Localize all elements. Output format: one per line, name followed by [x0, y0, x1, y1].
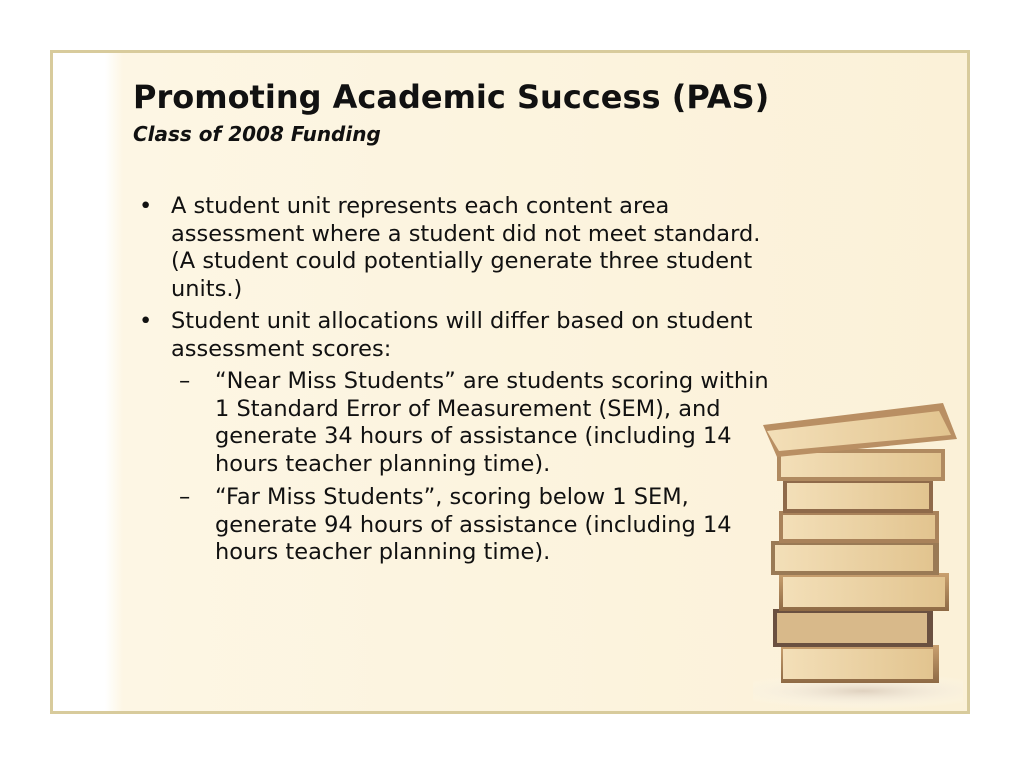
sub-bullet-text: “Far Miss Students”, scoring below 1 SEM, generate 94 hours of assistance (including 14 hours teacher planning time).	[215, 484, 732, 565]
bullet-text: A student unit represents each content area assessment where a student did not meet standard. (A student could potentially generate three student units.)	[171, 193, 761, 302]
sub-bullet-item	[133, 484, 773, 567]
slide-subtitle: Class of 2008 Funding	[133, 122, 381, 146]
sub-bullet-marker: –	[179, 484, 191, 510]
bullet-item	[133, 193, 773, 303]
sub-bullet-text: “Near Miss Students” are students scoring within 1 Standard Error of Measurement (SEM), and generate 34 hours of assistance (including 14 hours teacher planning time).	[215, 368, 769, 477]
bullet-list	[133, 193, 773, 573]
bullet-marker: •	[139, 308, 153, 334]
slide-frame	[50, 50, 970, 714]
bullet-marker: •	[139, 193, 153, 219]
sub-bullet-marker: –	[179, 368, 191, 394]
book-stack-icon	[753, 373, 963, 713]
bullet-text: Student unit allocations will differ based on student assessment scores:	[171, 308, 753, 362]
sub-bullet-item	[133, 368, 773, 478]
slide-title: Promoting Academic Success (PAS)	[133, 78, 770, 116]
bullet-item	[133, 308, 773, 363]
